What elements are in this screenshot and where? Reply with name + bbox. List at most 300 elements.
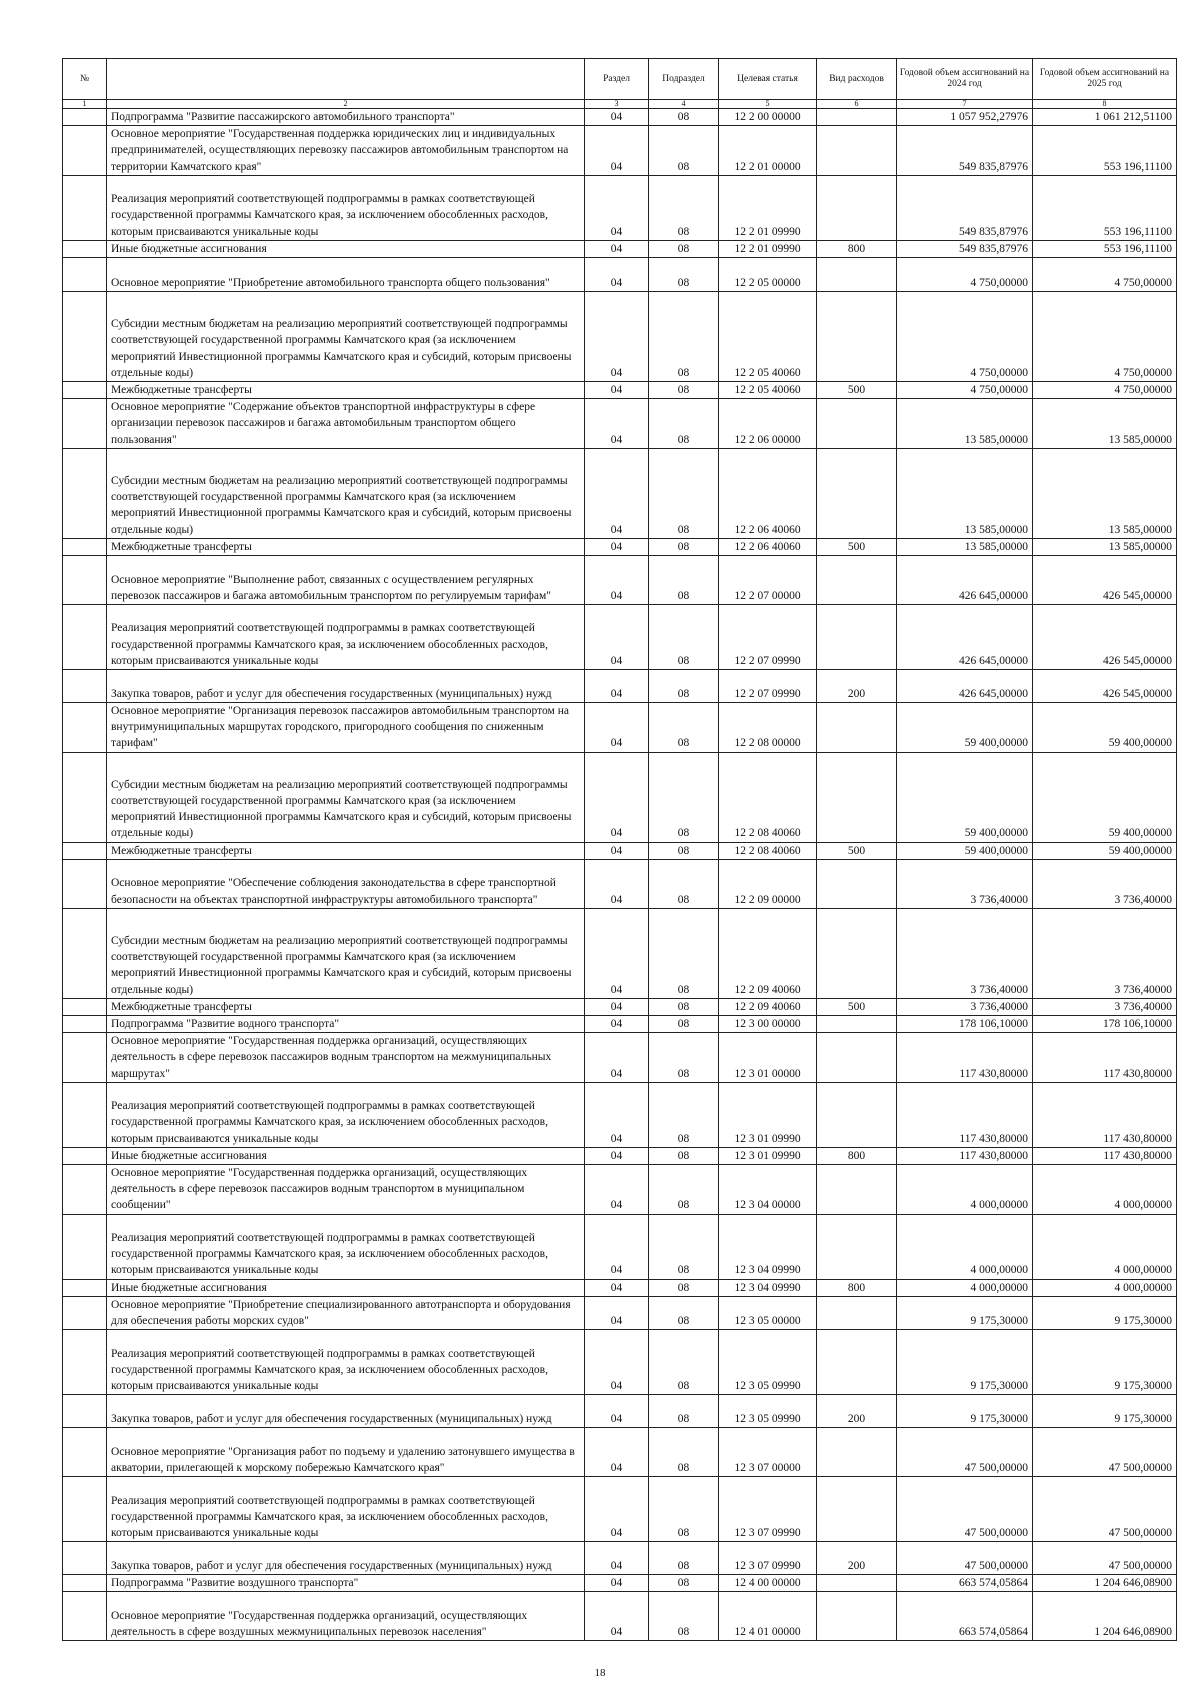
row-name-cell: Иные бюджетные ассигнования	[107, 1279, 585, 1296]
row-name-cell: Реализация мероприятий соответствующей подпрограммы в рамках соответствующей государственной программы Камчатского края, за исключением обособленных расходов, которым присваиваются уникальные коды	[107, 1477, 585, 1542]
table-row	[63, 1016, 1177, 1033]
row-subsection-cell: 08	[649, 1147, 719, 1164]
row-subsection-cell: 08	[649, 292, 719, 382]
row-expense-type-cell: 500	[817, 382, 897, 399]
row-expense-type-cell: 500	[817, 538, 897, 555]
row-volume-2024-cell: 4 000,00000	[897, 1214, 1033, 1279]
row-target-cell: 12 3 04 09990	[719, 1279, 817, 1296]
table-row	[63, 240, 1177, 257]
row-subsection-cell: 08	[649, 175, 719, 240]
row-section-cell: 04	[585, 1477, 649, 1542]
table-row	[63, 670, 1177, 703]
row-name-cell: Основное мероприятие "Государственная поддержка юридических лиц и индивидуальных предпринимателей, осуществляющих перевозку пассажиров автомобильным транспортом на территории Камчатского края"	[107, 126, 585, 176]
row-expense-type-cell	[817, 126, 897, 176]
row-number-cell	[63, 382, 107, 399]
row-expense-type-cell	[817, 1330, 897, 1395]
row-target-cell: 12 3 00 00000	[719, 1016, 817, 1033]
row-name-cell: Реализация мероприятий соответствующей подпрограммы в рамках соответствующей государственной программы Камчатского края, за исключением обособленных расходов, которым присваиваются уникальные коды	[107, 1214, 585, 1279]
row-volume-2025-cell: 13 585,00000	[1033, 538, 1177, 555]
row-name-cell: Основное мероприятие "Государственная поддержка организаций, осуществляющих деятельность в сфере перевозок пассажиров водным транспортом на межмуниципальных маршрутах"	[107, 1033, 585, 1083]
row-volume-2024-cell: 9 175,30000	[897, 1296, 1033, 1329]
row-expense-type-cell	[817, 752, 897, 842]
row-section-cell: 04	[585, 175, 649, 240]
row-number-cell	[63, 175, 107, 240]
row-number-cell	[63, 538, 107, 555]
row-section-cell: 04	[585, 859, 649, 908]
table-body	[63, 109, 1177, 1641]
row-expense-type-cell: 200	[817, 670, 897, 703]
row-volume-2024-cell: 4 750,00000	[897, 382, 1033, 399]
table-row	[63, 1082, 1177, 1147]
header-expense-type: Вид расходов	[817, 59, 897, 100]
row-subsection-cell: 08	[649, 1279, 719, 1296]
row-number-cell	[63, 240, 107, 257]
row-volume-2024-cell: 1 057 952,27976	[897, 109, 1033, 126]
row-number-cell	[63, 109, 107, 126]
row-name-cell: Закупка товаров, работ и услуг для обеспечения государственных (муниципальных) нужд	[107, 1395, 585, 1428]
row-section-cell: 04	[585, 448, 649, 538]
row-subsection-cell: 08	[649, 1575, 719, 1592]
table-row	[63, 842, 1177, 859]
row-target-cell: 12 3 07 09990	[719, 1542, 817, 1575]
row-volume-2025-cell: 59 400,00000	[1033, 752, 1177, 842]
header-number: №	[63, 59, 107, 100]
row-name-cell: Основное мероприятие "Организация работ по подъему и удалению затонувшего имущества в акватории, прилегающей к морскому побережью Камчатского края"	[107, 1428, 585, 1477]
row-name-cell: Основное мероприятие "Приобретение специализированного автотранспорта и оборудования для обеспечения работы морских судов"	[107, 1296, 585, 1329]
row-expense-type-cell	[817, 1033, 897, 1083]
table-row	[63, 1477, 1177, 1542]
column-number: 7	[897, 100, 1033, 109]
row-expense-type-cell	[817, 258, 897, 292]
header-section: Раздел	[585, 59, 649, 100]
row-target-cell: 12 2 09 00000	[719, 859, 817, 908]
row-subsection-cell: 08	[649, 538, 719, 555]
row-name-cell: Межбюджетные трансферты	[107, 538, 585, 555]
row-section-cell: 04	[585, 109, 649, 126]
row-name-cell: Основное мероприятие "Государственная поддержка организаций, осуществляющих деятельность в сфере воздушных межмуниципальных перевозок населения"	[107, 1592, 585, 1641]
column-number-row	[63, 100, 1177, 109]
row-section-cell: 04	[585, 1330, 649, 1395]
row-volume-2024-cell: 549 835,87976	[897, 175, 1033, 240]
row-volume-2024-cell: 549 835,87976	[897, 240, 1033, 257]
table-row	[63, 258, 1177, 292]
row-name-cell: Субсидии местным бюджетам на реализацию мероприятий соответствующей подпрограммы соответствующей государственной программы Камчатского края (за исключением мероприятий Инвестиционной программы Камчатского края и субсидий, которым присвоены отдельные коды)	[107, 908, 585, 998]
row-section-cell: 04	[585, 1542, 649, 1575]
header-volume-2024: Годовой объем ассигнований на 2024 год	[897, 59, 1033, 100]
row-name-cell: Субсидии местным бюджетам на реализацию мероприятий соответствующей подпрограммы соответствующей государственной программы Камчатского края (за исключением мероприятий Инвестиционной программы Камчатского края и субсидий, которым присвоены отдельные коды)	[107, 448, 585, 538]
row-volume-2025-cell: 4 000,00000	[1033, 1279, 1177, 1296]
table-row	[63, 1147, 1177, 1164]
row-volume-2025-cell: 117 430,80000	[1033, 1033, 1177, 1083]
table-row	[63, 1395, 1177, 1428]
column-number: 5	[719, 100, 817, 109]
header-subsection: Подраздел	[649, 59, 719, 100]
table-row	[63, 1542, 1177, 1575]
row-name-cell: Реализация мероприятий соответствующей подпрограммы в рамках соответствующей государственной программы Камчатского края, за исключением обособленных расходов, которым присваиваются уникальные коды	[107, 605, 585, 670]
column-number: 2	[107, 100, 585, 109]
row-expense-type-cell: 500	[817, 842, 897, 859]
header-name	[107, 59, 585, 100]
row-volume-2025-cell: 426 545,00000	[1033, 556, 1177, 605]
row-expense-type-cell	[817, 1016, 897, 1033]
row-volume-2025-cell: 1 204 646,08900	[1033, 1575, 1177, 1592]
row-subsection-cell: 08	[649, 240, 719, 257]
row-volume-2025-cell: 426 545,00000	[1033, 605, 1177, 670]
row-number-cell	[63, 1082, 107, 1147]
row-volume-2025-cell: 117 430,80000	[1033, 1147, 1177, 1164]
row-number-cell	[63, 292, 107, 382]
table-row	[63, 382, 1177, 399]
table-row	[63, 1296, 1177, 1329]
row-section-cell: 04	[585, 1592, 649, 1641]
row-target-cell: 12 2 06 40060	[719, 538, 817, 555]
row-volume-2024-cell: 426 645,00000	[897, 605, 1033, 670]
row-volume-2024-cell: 117 430,80000	[897, 1033, 1033, 1083]
row-volume-2024-cell: 47 500,00000	[897, 1477, 1033, 1542]
row-number-cell	[63, 1165, 107, 1215]
row-number-cell	[63, 998, 107, 1015]
row-number-cell	[63, 1575, 107, 1592]
row-volume-2024-cell: 59 400,00000	[897, 752, 1033, 842]
row-section-cell: 04	[585, 1296, 649, 1329]
row-number-cell	[63, 399, 107, 449]
row-volume-2024-cell: 4 000,00000	[897, 1279, 1033, 1296]
row-number-cell	[63, 258, 107, 292]
row-expense-type-cell	[817, 908, 897, 998]
row-name-cell: Реализация мероприятий соответствующей подпрограммы в рамках соответствующей государственной программы Камчатского края, за исключением обособленных расходов, которым присваиваются уникальные коды	[107, 1330, 585, 1395]
row-volume-2024-cell: 663 574,05864	[897, 1575, 1033, 1592]
table-row	[63, 859, 1177, 908]
row-section-cell: 04	[585, 1033, 649, 1083]
row-section-cell: 04	[585, 1428, 649, 1477]
row-expense-type-cell: 500	[817, 998, 897, 1015]
row-name-cell: Иные бюджетные ассигнования	[107, 240, 585, 257]
row-number-cell	[63, 1428, 107, 1477]
row-volume-2025-cell: 117 430,80000	[1033, 1082, 1177, 1147]
row-number-cell	[63, 126, 107, 176]
row-volume-2025-cell: 3 736,40000	[1033, 859, 1177, 908]
row-target-cell: 12 3 07 00000	[719, 1428, 817, 1477]
row-target-cell: 12 2 07 09990	[719, 670, 817, 703]
row-expense-type-cell: 200	[817, 1542, 897, 1575]
row-subsection-cell: 08	[649, 448, 719, 538]
row-number-cell	[63, 556, 107, 605]
row-expense-type-cell	[817, 292, 897, 382]
table-row	[63, 126, 1177, 176]
row-name-cell: Субсидии местным бюджетам на реализацию мероприятий соответствующей подпрограммы соответствующей государственной программы Камчатского края (за исключением мероприятий Инвестиционной программы Камчатского края и субсидий, которым присвоены отдельные коды)	[107, 292, 585, 382]
row-name-cell: Основное мероприятие "Приобретение автомобильного транспорта общего пользования"	[107, 258, 585, 292]
row-name-cell: Межбюджетные трансферты	[107, 998, 585, 1015]
row-number-cell	[63, 1542, 107, 1575]
row-name-cell: Иные бюджетные ассигнования	[107, 1147, 585, 1164]
row-target-cell: 12 3 01 09990	[719, 1147, 817, 1164]
row-number-cell	[63, 842, 107, 859]
row-volume-2024-cell: 47 500,00000	[897, 1542, 1033, 1575]
row-name-cell: Основное мероприятие "Организация перевозок пассажиров автомобильным транспортом на внутримуниципальных маршрутах городского, пригородного сообщения по сниженным тарифам"	[107, 703, 585, 753]
row-section-cell: 04	[585, 1165, 649, 1215]
row-section-cell: 04	[585, 703, 649, 753]
row-volume-2024-cell: 9 175,30000	[897, 1395, 1033, 1428]
row-subsection-cell: 08	[649, 109, 719, 126]
table-row	[63, 752, 1177, 842]
row-subsection-cell: 08	[649, 908, 719, 998]
row-section-cell: 04	[585, 605, 649, 670]
row-number-cell	[63, 1033, 107, 1083]
row-volume-2025-cell: 4 750,00000	[1033, 292, 1177, 382]
row-subsection-cell: 08	[649, 998, 719, 1015]
row-expense-type-cell	[817, 1082, 897, 1147]
row-number-cell	[63, 1147, 107, 1164]
row-number-cell	[63, 1395, 107, 1428]
row-volume-2024-cell: 4 750,00000	[897, 258, 1033, 292]
header-target-article: Целевая статья	[719, 59, 817, 100]
table-row	[63, 998, 1177, 1015]
row-volume-2024-cell: 13 585,00000	[897, 538, 1033, 555]
table-row	[63, 1279, 1177, 1296]
row-volume-2025-cell: 553 196,11100	[1033, 175, 1177, 240]
page-number: 18	[594, 1667, 606, 1679]
row-volume-2024-cell: 3 736,40000	[897, 908, 1033, 998]
row-target-cell: 12 4 00 00000	[719, 1575, 817, 1592]
row-section-cell: 04	[585, 382, 649, 399]
row-name-cell: Основное мероприятие "Содержание объектов транспортной инфраструктуры в сфере организации перевозок пассажиров и багажа автомобильным транспортом общего пользования"	[107, 399, 585, 449]
row-number-cell	[63, 859, 107, 908]
row-section-cell: 04	[585, 908, 649, 998]
table-row	[63, 1214, 1177, 1279]
row-subsection-cell: 08	[649, 126, 719, 176]
row-subsection-cell: 08	[649, 1428, 719, 1477]
row-target-cell: 12 2 05 40060	[719, 292, 817, 382]
row-target-cell: 12 2 05 00000	[719, 258, 817, 292]
row-expense-type-cell: 200	[817, 1395, 897, 1428]
row-subsection-cell: 08	[649, 1016, 719, 1033]
row-target-cell: 12 3 05 09990	[719, 1330, 817, 1395]
row-name-cell: Реализация мероприятий соответствующей подпрограммы в рамках соответствующей государственной программы Камчатского края, за исключением обособленных расходов, которым присваиваются уникальные коды	[107, 175, 585, 240]
table-row	[63, 399, 1177, 449]
row-subsection-cell: 08	[649, 1296, 719, 1329]
row-volume-2025-cell: 13 585,00000	[1033, 399, 1177, 449]
row-subsection-cell: 08	[649, 1082, 719, 1147]
row-volume-2025-cell: 9 175,30000	[1033, 1330, 1177, 1395]
row-target-cell: 12 2 06 40060	[719, 448, 817, 538]
row-subsection-cell: 08	[649, 1165, 719, 1215]
row-target-cell: 12 2 01 09990	[719, 240, 817, 257]
row-subsection-cell: 08	[649, 1477, 719, 1542]
row-section-cell: 04	[585, 998, 649, 1015]
row-expense-type-cell	[817, 556, 897, 605]
table-row	[63, 1330, 1177, 1395]
row-expense-type-cell	[817, 1592, 897, 1641]
row-subsection-cell: 08	[649, 399, 719, 449]
row-volume-2025-cell: 47 500,00000	[1033, 1428, 1177, 1477]
row-target-cell: 12 2 09 40060	[719, 908, 817, 998]
row-expense-type-cell: 800	[817, 1147, 897, 1164]
row-expense-type-cell	[817, 399, 897, 449]
table-row	[63, 1428, 1177, 1477]
row-name-cell: Подпрограмма "Развитие воздушного транспорта"	[107, 1575, 585, 1592]
row-section-cell: 04	[585, 752, 649, 842]
row-expense-type-cell	[817, 1214, 897, 1279]
row-subsection-cell: 08	[649, 258, 719, 292]
row-volume-2025-cell: 3 736,40000	[1033, 998, 1177, 1015]
row-volume-2024-cell: 117 430,80000	[897, 1147, 1033, 1164]
row-target-cell: 12 2 00 00000	[719, 109, 817, 126]
row-number-cell	[63, 703, 107, 753]
row-volume-2024-cell: 4 000,00000	[897, 1165, 1033, 1215]
row-number-cell	[63, 1214, 107, 1279]
table-row	[63, 1592, 1177, 1641]
table-row	[63, 703, 1177, 753]
row-subsection-cell: 08	[649, 859, 719, 908]
row-subsection-cell: 08	[649, 670, 719, 703]
row-number-cell	[63, 908, 107, 998]
row-section-cell: 04	[585, 1147, 649, 1164]
row-expense-type-cell	[817, 859, 897, 908]
column-number: 4	[649, 100, 719, 109]
row-volume-2024-cell: 13 585,00000	[897, 448, 1033, 538]
row-volume-2025-cell: 4 000,00000	[1033, 1214, 1177, 1279]
row-expense-type-cell	[817, 1165, 897, 1215]
row-target-cell: 12 3 05 00000	[719, 1296, 817, 1329]
row-target-cell: 12 3 04 00000	[719, 1165, 817, 1215]
row-target-cell: 12 2 01 00000	[719, 126, 817, 176]
row-volume-2025-cell: 59 400,00000	[1033, 842, 1177, 859]
row-subsection-cell: 08	[649, 1033, 719, 1083]
row-section-cell: 04	[585, 538, 649, 555]
row-number-cell	[63, 1592, 107, 1641]
table-row	[63, 908, 1177, 998]
row-target-cell: 12 2 07 00000	[719, 556, 817, 605]
row-volume-2025-cell: 178 106,10000	[1033, 1016, 1177, 1033]
row-number-cell	[63, 1016, 107, 1033]
row-volume-2025-cell: 4 750,00000	[1033, 382, 1177, 399]
table-row	[63, 292, 1177, 382]
row-section-cell: 04	[585, 842, 649, 859]
row-name-cell: Межбюджетные трансферты	[107, 842, 585, 859]
table-row	[63, 109, 1177, 126]
table-row	[63, 1165, 1177, 1215]
row-expense-type-cell	[817, 1477, 897, 1542]
row-expense-type-cell	[817, 605, 897, 670]
row-volume-2025-cell: 1 061 212,51100	[1033, 109, 1177, 126]
row-volume-2025-cell: 9 175,30000	[1033, 1395, 1177, 1428]
table-row	[63, 605, 1177, 670]
row-name-cell: Закупка товаров, работ и услуг для обеспечения государственных (муниципальных) нужд	[107, 1542, 585, 1575]
row-subsection-cell: 08	[649, 1330, 719, 1395]
row-volume-2025-cell: 9 175,30000	[1033, 1296, 1177, 1329]
row-section-cell: 04	[585, 258, 649, 292]
row-name-cell: Основное мероприятие "Государственная поддержка организаций, осуществляющих деятельность в сфере перевозок пассажиров водным транспортом в муниципальном сообщении"	[107, 1165, 585, 1215]
row-target-cell: 12 2 01 09990	[719, 175, 817, 240]
row-target-cell: 12 3 05 09990	[719, 1395, 817, 1428]
table-row	[63, 448, 1177, 538]
row-target-cell: 12 4 01 00000	[719, 1592, 817, 1641]
row-volume-2024-cell: 178 106,10000	[897, 1016, 1033, 1033]
row-section-cell: 04	[585, 1214, 649, 1279]
table-row	[63, 556, 1177, 605]
row-volume-2025-cell: 553 196,11100	[1033, 240, 1177, 257]
row-volume-2024-cell: 13 585,00000	[897, 399, 1033, 449]
column-number: 1	[63, 100, 107, 109]
row-expense-type-cell: 800	[817, 1279, 897, 1296]
row-subsection-cell: 08	[649, 382, 719, 399]
row-subsection-cell: 08	[649, 605, 719, 670]
row-subsection-cell: 08	[649, 1542, 719, 1575]
row-subsection-cell: 08	[649, 1214, 719, 1279]
row-expense-type-cell: 800	[817, 240, 897, 257]
row-number-cell	[63, 670, 107, 703]
row-expense-type-cell	[817, 448, 897, 538]
row-expense-type-cell	[817, 1296, 897, 1329]
row-target-cell: 12 3 04 09990	[719, 1214, 817, 1279]
row-target-cell: 12 2 08 40060	[719, 752, 817, 842]
row-volume-2024-cell: 3 736,40000	[897, 859, 1033, 908]
row-volume-2025-cell: 1 204 646,08900	[1033, 1592, 1177, 1641]
row-number-cell	[63, 752, 107, 842]
table-row	[63, 1575, 1177, 1592]
row-target-cell: 12 3 01 09990	[719, 1082, 817, 1147]
row-target-cell: 12 2 05 40060	[719, 382, 817, 399]
row-subsection-cell: 08	[649, 842, 719, 859]
row-volume-2025-cell: 426 545,00000	[1033, 670, 1177, 703]
row-section-cell: 04	[585, 1082, 649, 1147]
row-name-cell: Подпрограмма "Развитие пассажирского автомобильного транспорта"	[107, 109, 585, 126]
row-volume-2024-cell: 59 400,00000	[897, 842, 1033, 859]
row-volume-2024-cell: 9 175,30000	[897, 1330, 1033, 1395]
row-volume-2025-cell: 47 500,00000	[1033, 1477, 1177, 1542]
row-target-cell: 12 2 09 40060	[719, 998, 817, 1015]
row-volume-2025-cell: 13 585,00000	[1033, 448, 1177, 538]
row-subsection-cell: 08	[649, 752, 719, 842]
column-number: 3	[585, 100, 649, 109]
row-expense-type-cell	[817, 109, 897, 126]
row-section-cell: 04	[585, 126, 649, 176]
row-target-cell: 12 2 08 40060	[719, 842, 817, 859]
row-expense-type-cell	[817, 1575, 897, 1592]
row-subsection-cell: 08	[649, 556, 719, 605]
row-section-cell: 04	[585, 399, 649, 449]
row-expense-type-cell	[817, 1428, 897, 1477]
row-name-cell: Основное мероприятие "Выполнение работ, связанных с осуществлением регулярных перевозок пассажиров и багажа автомобильным транспортом по регулируемым тарифам"	[107, 556, 585, 605]
row-volume-2024-cell: 549 835,87976	[897, 126, 1033, 176]
row-volume-2024-cell: 59 400,00000	[897, 703, 1033, 753]
row-target-cell: 12 2 06 00000	[719, 399, 817, 449]
row-volume-2025-cell: 3 736,40000	[1033, 908, 1177, 998]
row-number-cell	[63, 1279, 107, 1296]
row-volume-2025-cell: 553 196,11100	[1033, 126, 1177, 176]
row-subsection-cell: 08	[649, 703, 719, 753]
row-number-cell	[63, 448, 107, 538]
row-subsection-cell: 08	[649, 1592, 719, 1641]
row-name-cell: Основное мероприятие "Обеспечение соблюдения законодательства в сфере транспортной безопасности на объектах транспортной инфраструктуры автомобильного транспорта"	[107, 859, 585, 908]
row-name-cell: Межбюджетные трансферты	[107, 382, 585, 399]
row-number-cell	[63, 1330, 107, 1395]
row-volume-2024-cell: 4 750,00000	[897, 292, 1033, 382]
row-volume-2025-cell: 59 400,00000	[1033, 703, 1177, 753]
row-section-cell: 04	[585, 1016, 649, 1033]
row-section-cell: 04	[585, 1575, 649, 1592]
row-subsection-cell: 08	[649, 1395, 719, 1428]
table-row	[63, 538, 1177, 555]
row-target-cell: 12 2 08 00000	[719, 703, 817, 753]
row-section-cell: 04	[585, 240, 649, 257]
row-expense-type-cell	[817, 175, 897, 240]
row-name-cell: Подпрограмма "Развитие водного транспорта"	[107, 1016, 585, 1033]
column-number: 6	[817, 100, 897, 109]
row-section-cell: 04	[585, 1279, 649, 1296]
row-section-cell: 04	[585, 556, 649, 605]
table-row	[63, 1033, 1177, 1083]
